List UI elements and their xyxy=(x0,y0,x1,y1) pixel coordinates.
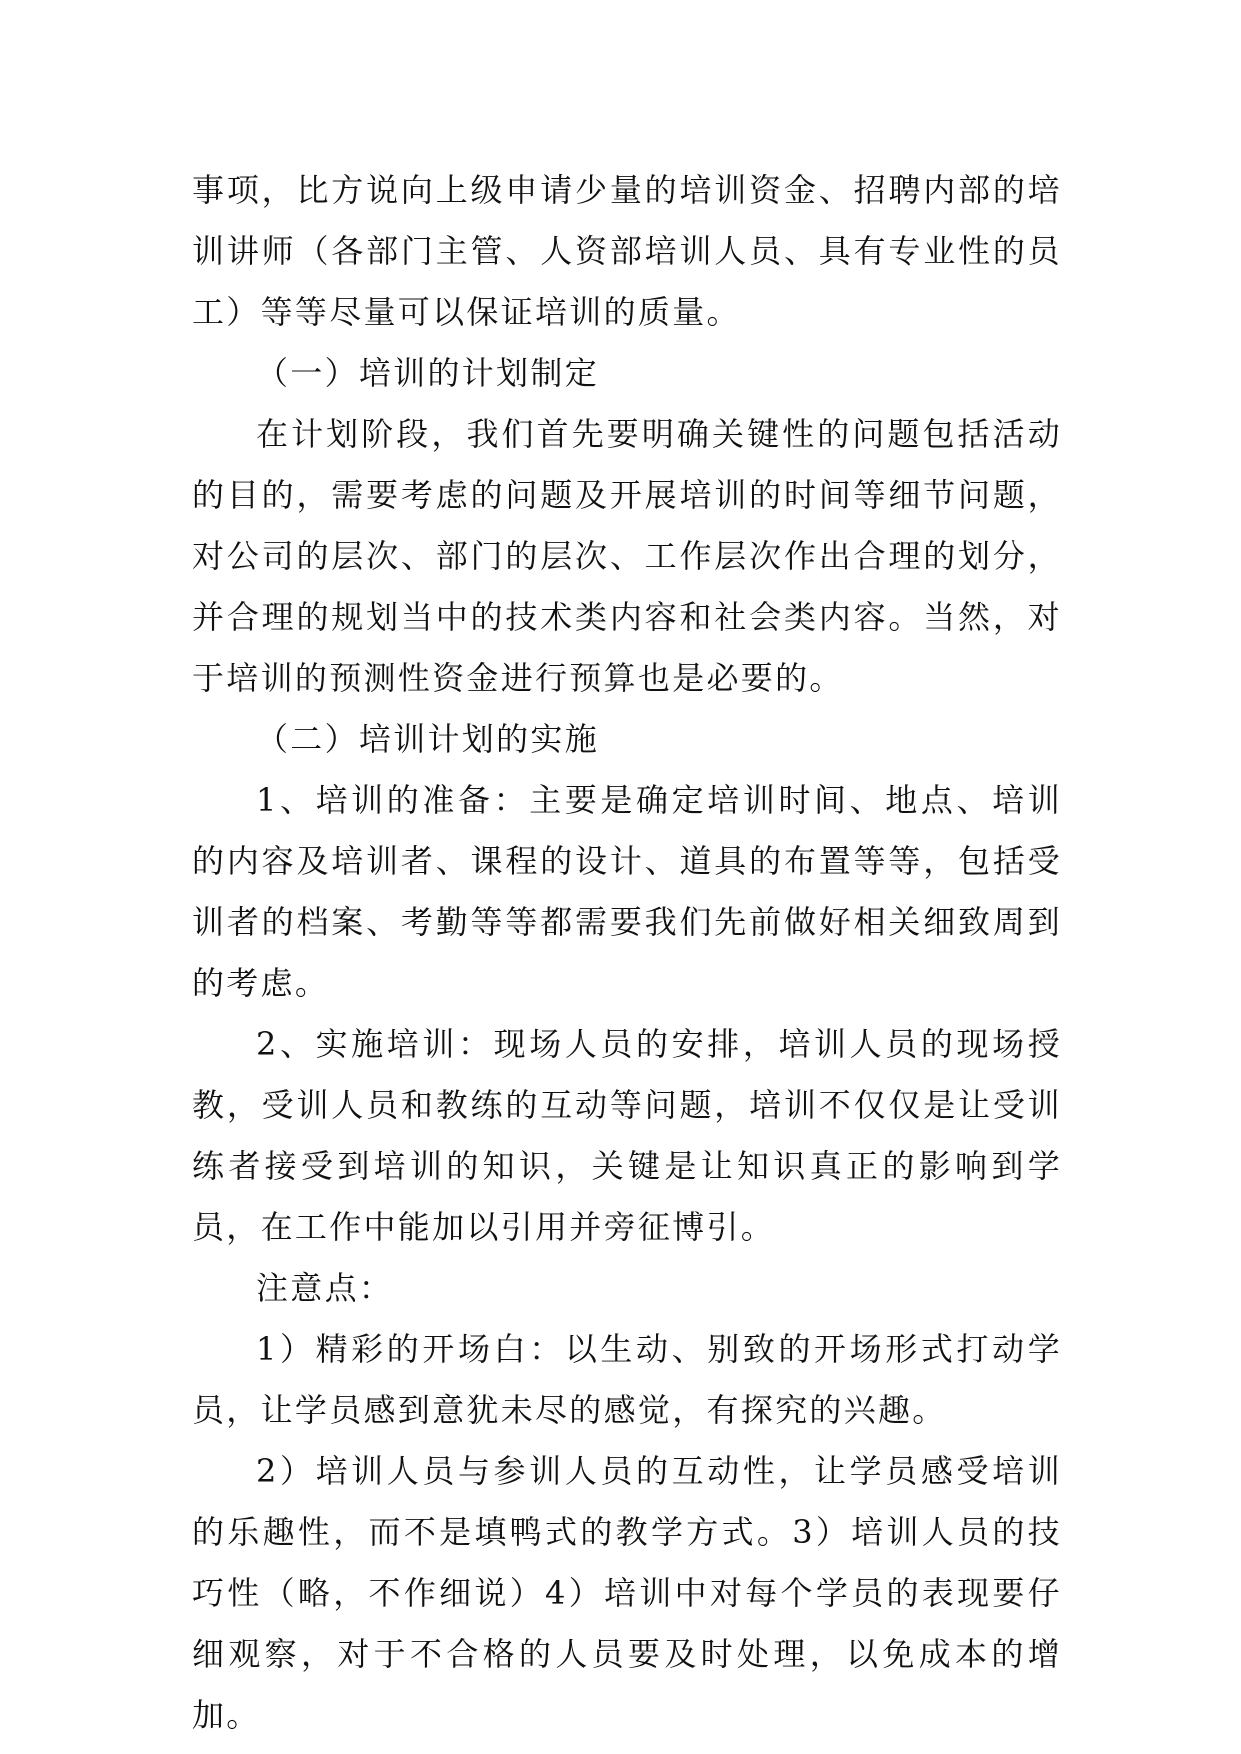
document-body xyxy=(192,160,1062,1746)
paragraph-plan-stage: 在计划阶段，我们首先要明确关键性的问题包括活动的目的，需要考虑的问题及开展培训的时间等细节问题，对公司的层次、部门的层次、工作层次作出合理的划分，并合理的规划当中的技术类内容和社会类内容。当然，对于培训的预测性资金进行预算也是必要的。 xyxy=(192,415,1062,697)
note-item-1: 1）精彩的开场白：以生动、别致的开场形式打动学员，让学员感到意犹未尽的感觉，有探究的兴趣。 xyxy=(192,1330,1062,1429)
notes-heading: 注意点： xyxy=(256,1269,394,1307)
paragraph-continuation: 事项，比方说向上级申请少量的培训资金、招聘内部的培训讲师（各部门主管、人资部培训人员、具有专业性的员工）等等尽量可以保证培训的质量。 xyxy=(192,171,1062,331)
note-item-2: 2）培训人员与参训人员的互动性，让学员感受培训的乐趣性，而不是填鸭式的教学方式。3）培训人员的技巧性（略，不作细说）4）培训中对每个学员的表现要仔细观察，对于不合格的人员要及时处理，以免成本的增加。 xyxy=(192,1452,1062,1734)
section-heading-plan: （一）培训的计划制定 xyxy=(256,354,600,392)
paragraph-implement-training: 2、实施培训：现场人员的安排，培训人员的现场授教，受训人员和教练的互动等问题，培训不仅仅是让受训练者接受到培训的知识，关键是让知识真正的影响到学员，在工作中能加以引用并旁征博引。 xyxy=(192,1025,1062,1246)
section-heading-implementation: （二）培训计划的实施 xyxy=(256,720,600,758)
paragraph-preparation: 1、培训的准备：主要是确定培训时间、地点、培训的内容及培训者、课程的设计、道具的布置等等，包括受训者的档案、考勤等等都需要我们先前做好相关细致周到的考虑。 xyxy=(192,781,1062,1002)
